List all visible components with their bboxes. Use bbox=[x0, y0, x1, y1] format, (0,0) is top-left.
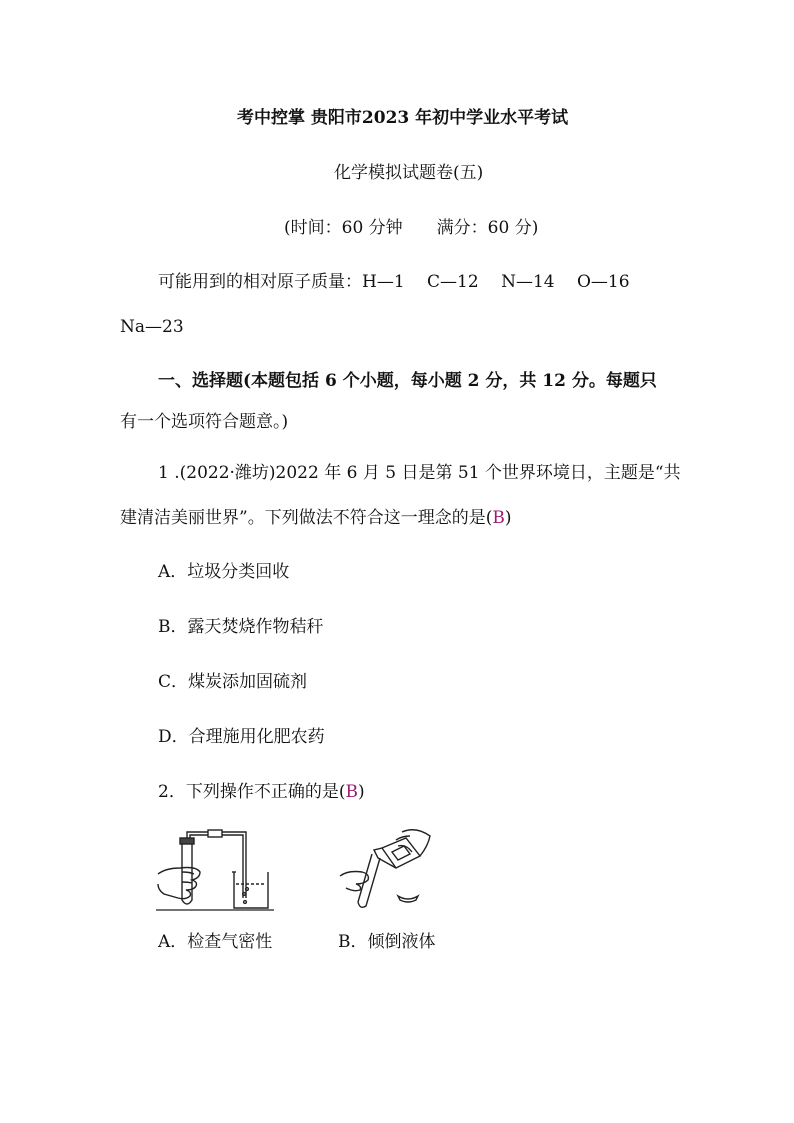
q1-option-a: A．垃圾分类回收 bbox=[158, 562, 290, 582]
q2-stem-text: 2．下列操作不正确的是( bbox=[158, 782, 346, 802]
exam-subtitle: 化学模拟试题卷(五) bbox=[334, 163, 484, 183]
q1-option-c: C．煤炭添加固硫剂 bbox=[158, 672, 308, 692]
q2-caption-a: A．检查气密性 bbox=[158, 932, 273, 952]
q2-caption-b: B．倾倒液体 bbox=[338, 932, 436, 952]
q1-stem-line2 bbox=[120, 506, 511, 530]
q1-stem-line1: 1 .(2022·潍坊)2022 年 6 月 5 日是第 51 个世界环境日，主题是“共 bbox=[158, 463, 681, 483]
figure-airtightness-check bbox=[156, 828, 276, 914]
atomic-masses-line1: 可能用到的相对原子质量：H—1 C—12 N—14 O—16 bbox=[158, 272, 630, 292]
q1-answer: B bbox=[492, 508, 505, 528]
section1-heading-line1: 一、选择题(本题包括 6 个小题，每小题 2 分，共 12 分。每题只 bbox=[158, 371, 657, 391]
section1-heading-line2: 有一个选项符合题意。) bbox=[120, 412, 289, 432]
q1-option-d: D．合理施用化肥农药 bbox=[158, 727, 325, 747]
q2-stem bbox=[158, 780, 365, 804]
q2-close-paren: ) bbox=[357, 782, 365, 802]
exam-title: 考中控掌 贵阳市2023 年初中学业水平考试 bbox=[237, 108, 569, 128]
q2-answer: B bbox=[345, 782, 358, 802]
q1-close-paren: ) bbox=[504, 508, 512, 528]
q1-option-b: B．露天焚烧作物秸秆 bbox=[158, 617, 324, 637]
time-info: (时间：60 分钟 满分：60 分) bbox=[284, 218, 539, 238]
q1-stem-text: 建清洁美丽世界”。下列做法不符合这一理念的是( bbox=[120, 508, 493, 528]
atomic-masses-line2: Na—23 bbox=[120, 317, 184, 337]
figure-pouring-liquid bbox=[336, 826, 436, 916]
